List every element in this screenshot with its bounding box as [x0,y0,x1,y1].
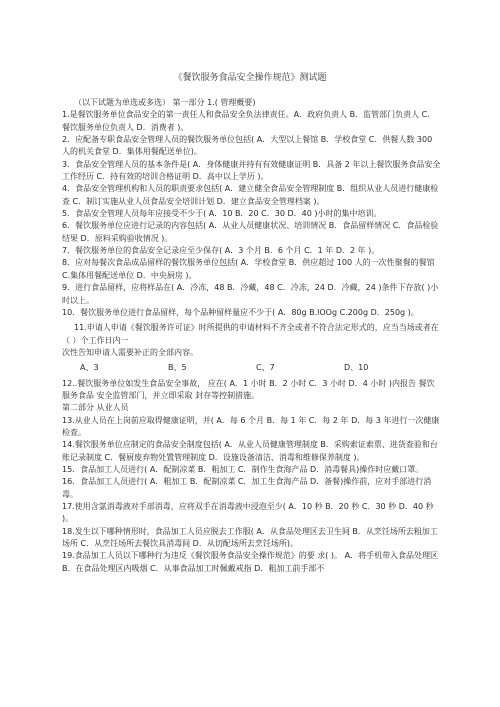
question-1: 1.是餐饮服务单位食品安全的第一责任人和食品安全负法律责任。A．政府负责人 B．监管部门负责人 C．餐饮服务单位负责人 D．消费者 )。 [62,110,436,132]
section-heading-2: 第二部分 从业人员 [62,403,129,413]
question-19: 19.食品加工人员以下哪种行为违反《餐饮服务食品安全操作规范》的要 求( )。 A．将手机带入食品处理区 B．在食品处理区内吸烟 C．从事食品加工时佩戴戒指 D．粗加工前手部不 [62,551,439,573]
question-6: 6．餐饮服务单位应进行记录的内容包括( A．从业人员健康状况、培训情况 B．食品留样情况 C．食品检验结果 D．原料采购验收情况 )。 [62,221,439,243]
question-5: 5．食品安全管理人员每年应接受不少于( A．10 B．20 C．30 D．40 )小时的集中培训。 [62,209,382,219]
document-body [62,97,442,575]
section-intro: （以下试题为单选或多选） 第一部分 1.( 管理概要) [74,98,256,107]
question-11: 11.申请人申请《餐饮服务许可证》时所提供的申请材料不齐全或者不符合法定形式的，应当当场或者在（ ）个工作日内一 [62,323,439,345]
document-title: 《餐饮服务食品安全操作规范》测试题 [173,73,327,83]
question-17: 17.使用含氯消毒液对手部消毒，应将双手在消毒液中浸泡至少( A．10 秒 B．20 秒 C．30 秒 D．40 秒 )。 [62,502,434,524]
question-12: 12..餐饮服务单位如发生食品安全事故， 应在( A．1 小时 B．2 小时 C．3 小时 D．4 小时 )内报告 餐饮服务食品 安全监管部门，并立即采取 封存等控制措施。 [62,378,435,400]
question-18: 18.发生以下哪种情形时，食品加工人员应脱去工作服( A．从食品处理区去卫生间 B．从烹饪场所去粗加工场所 C．从烹饪场所去餐饮具消毒间 D．从切配场所去烹饪场所)。 [62,526,438,549]
question-4: 4．食品安全管理机构和人员的职责要求包括( A．建立健全食品安全管理制度 B．组织从业人员进行健康检查 C．制订实施从业人员食品安全培训计划 D．建立食品安全管理档案 )。 [62,184,439,206]
question-10: 10．餐饮服务单位进行食品留样，每个品种留样量应不少于( A．80g B.lOOg C.200g D．250g )。 [62,307,419,317]
question-14: 14.餐饮服务单位应制定的食品安全制度包括( A．从业人员健康管理制度 B．采购索证索票、进货查验和台账记录制度 C．餐厨废弃物处置管理制度 D．设施设备清洁、消毒和维修保养制度 )。 [62,440,438,462]
question-8: 8．应对每餐次食品成品留样的餐饮服务单位包括( A．学校食堂 B．供应超过 100 人的一次性聚餐的餐馆 C.集体用餐配送单位 D．中央厨房 )。 [62,258,435,280]
option-d: D、10 [344,363,369,373]
question-2: 2．应配备专职食品安全管理人员的餐饮服务单位包括( A．大型以上餐馆 B．学校食堂 C．供餐人数 300 人的机关食堂 D．集体用餐配送单位)。 [62,135,433,157]
option-b: B、5 [168,363,187,373]
question-16: 16．食品加工人员进行( A．粗加工 B．配制凉菜 C．加工生食海产品 D．备餐)操作前，应对手部进行消毒。 [62,477,432,499]
question-13: 13.从业人员在上岗前应取得健康证明，并( A．每 6 个月 B．每 1 年 C．每 2 年 D．每 3 年进行一次健康检查。 [62,415,440,437]
question-11-options [62,362,442,374]
question-9: 9．进行食品留样，应将样品在( A．冷冻，48 B．冷藏，48 C．冷冻，24 D．冷藏，24 )条件下存放( )小时以上。 [62,283,439,305]
question-3: 3．食品安全管理人员的基本条件是( A．身体健康并持有有效健康证明 B．具备 2 年以上餐饮服务食品安全工作经历 C．持有效的培训合格证明 D．高中以上学历 )。 [62,159,441,182]
option-a: A、3 [80,363,99,373]
option-c: C、7 [256,363,275,373]
question-15: 15．食品加工人员进行( A．配制凉菜 B．粗加工 C．制作生食海产品 D．消毒餐具)操作时应戴口罩。 [62,464,424,474]
question-7: 7．餐饮服务单位的食品安全记录应至少保存( A．3 个月 B．6 个月 C．1 年 D．2 年 )。 [62,246,380,256]
question-11-continued: 次性告知申请人需要补正的全部内容。 [62,347,198,357]
